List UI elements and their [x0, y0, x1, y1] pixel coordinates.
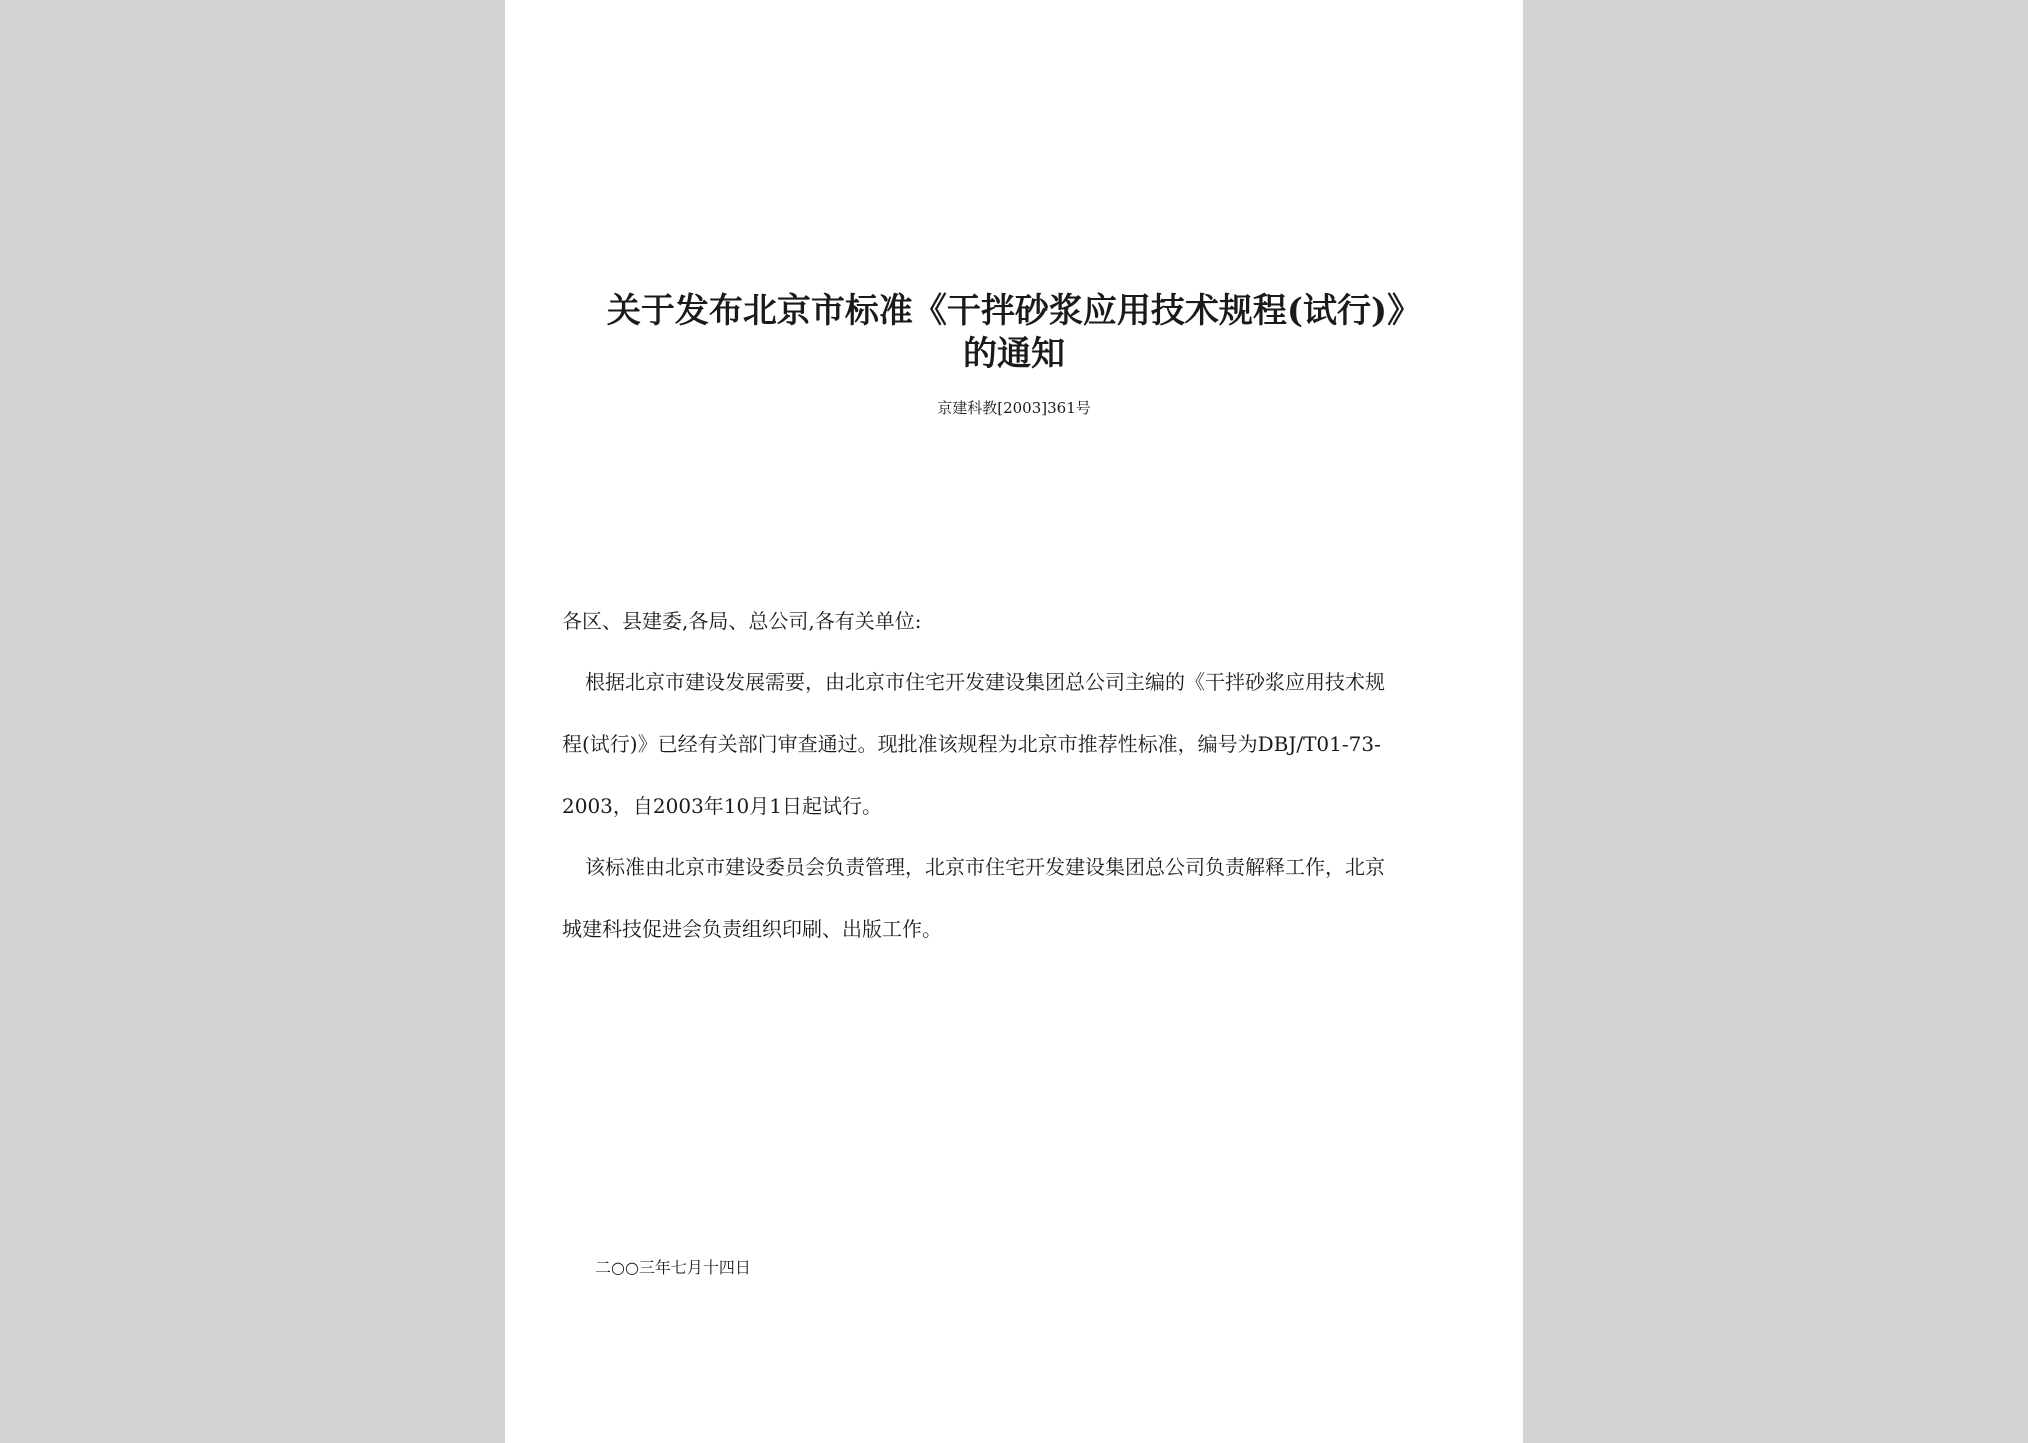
salutation: 各区、县建委,各局、总公司,各有关单位: — [562, 609, 922, 633]
paragraph-1-line-3: 2003，自2003年10月1日起试行。 — [562, 794, 882, 818]
document-number: 京建科教[2003]361号 — [937, 399, 1091, 417]
document-title-line-1: 关于发布北京市标准《干拌砂浆应用技术规程(试行)》 — [606, 291, 1422, 331]
paragraph-1-line-1: 根据北京市建设发展需要，由北京市住宅开发建设集团总公司主编的《干拌砂浆应用技术规 — [585, 670, 1385, 694]
document-title-line-2: 的通知 — [963, 334, 1065, 374]
document-date: 二○○三年七月十四日 — [595, 1258, 751, 1277]
document-page — [505, 0, 1523, 1443]
paragraph-2-line-2: 城建科技促进会负责组织印刷、出版工作。 — [562, 917, 942, 941]
paragraph-1-line-2: 程(试行)》已经有关部门审查通过。现批准该规程为北京市推荐性标准，编号为DBJ/T01-73- — [562, 732, 1381, 756]
paragraph-2-line-1: 该标准由北京市建设委员会负责管理，北京市住宅开发建设集团总公司负责解释工作，北京 — [585, 855, 1385, 879]
